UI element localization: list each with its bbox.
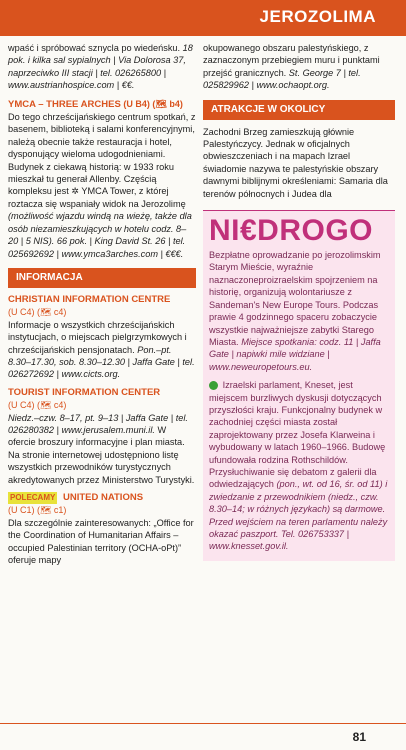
text-italic: Pon.–pt. 8.30–17.30, sob. 8.30–12.30 | Jaffa Gate | tel. 026272692 | www.cicts.org. [8, 344, 195, 380]
text-italic: (pon., wt. od 16, śr. od 11) i zwiedzanie z przewodnikiem (niedz., czw. 8.30–14; w różnych językach) są darmowe. Przed wejściem na teren parlamentu należy okazać paszport. Tel. 026753337 | www.knesset.gov.il. [209, 479, 388, 552]
entry-title-text: YMCA – THREE ARCHES [8, 98, 121, 110]
green-dot-icon [209, 381, 218, 390]
section-bar-info: INFORMACJA [8, 268, 196, 288]
page-number: 81 [352, 730, 366, 744]
entry-title-tic: TOURIST INFORMATION CENTER [8, 386, 161, 398]
text-italic: 18 pok. i kilka sal sypialnych | Via Dolorosa 37, naprzeciwko III stacji | tel. 026265800 | www.austrianhospice.com | €€. [8, 43, 193, 91]
entry-text-un: Dla szczególnie zainteresowanych: „Office for the Coordination of Humanitarian Affairs – occupied Palestinian territory (OCHA-oPt)” oferuje mapy [8, 517, 194, 566]
map-code: (U C1) (🗺 c1) [8, 505, 67, 516]
polecamy-badge: POLECAMY [8, 492, 57, 504]
text-italic: St. George 7 | tel. 025829962 | www.ochaopt.org. [203, 67, 361, 91]
left-column [8, 42, 196, 568]
paragraph [209, 379, 389, 553]
text: W ofercie broszury informacyjne i plan miasta. Na stronie internetowej udostępniono listę wszystkich przewodników turystycznych akredytowanych przez Ministerstwo Turystyki. [8, 424, 195, 485]
text-italic: Niedz.–czw. 8–17, pt. 9–13 | Jaffa Gate | tel. 026280382 | www.jerusalem.muni.il. [8, 412, 188, 435]
section-bar-attractions: ATRAKCJE W OKOLICY [203, 100, 395, 120]
text: Do tego chrześcijańskiego centrum spotkań, z basenem, biblioteką i salami konferencyjnymi, należą obecnie także restauracja i hotel, dysponujący wieloma udogodnieniami. Budynek z ciekawą historią: w 1933 roku mieszkał tu generał Allenby. Częścią kompleksu jest ✲ YMCA Tower, z której roztacza się wspaniały widok na Jerozolimę [8, 112, 196, 209]
text: Izraelski parlament, Kneset, jest miejscem burzliwych dyskusji dotyczących przyszłości kraju. Funkcjonalny budynek w zachodniej części miasta został zaprojektowany przez Josefa Klarweina i wybudowany w latach 1960–1966. Budowę ufundowała rodzina Rothschildów. Przysłuchiwanie się debatom z galerii dla odwiedzających [209, 380, 386, 490]
entry-title-cic: CHRISTIAN INFORMATION CENTRE [8, 293, 171, 305]
text-italic: Miejsce spotkania: codz. 11 | Jaffa Gate | napiwki mile widziane | www.neweuropetours.eu. [209, 336, 381, 372]
text: Bezpłatne oprowadzanie po jerozolimskim Starym Mieście, wyraźnie naznaczoneproizraelskim spojrzeniem na historię, organizują wolontariusze z Sandeman's New Europe Tours. Podczas prawie 4 godzinnego spaceru zobaczycie wszystkie najważniejsze zabytki Starego Miasta. [209, 250, 381, 347]
page-header [0, 0, 406, 36]
entry-title-ymca [8, 98, 196, 111]
text: okupowanego obszaru palestyńskiego, z zaznaczonym przebiegiem muru i punktami przejść granicznych. [203, 43, 380, 78]
text: wpaść i spróbować sznycla po wiedeńsku. [8, 43, 181, 53]
entry-title-text: UNITED NATIONS [62, 492, 144, 503]
map-code: (U B4) (🗺 b4) [123, 98, 183, 109]
page-title: JEROZOLIMA [259, 7, 376, 26]
map-code: (U C4) (🗺 c4) [8, 307, 67, 318]
text: Informacje o wszystkich chrześcijańskich instytucjach, o miejscach pielgrzymkowych i chrześcijańskich pensjonatach. [8, 319, 187, 355]
niedrogo-title: NI€DROGO [209, 214, 374, 248]
entry-title-un [8, 492, 196, 504]
entry-text-tic [8, 412, 196, 486]
paragraph: Zachodni Brzeg zamieszkują głównie Palestyńczycy. Jednak w oficjalnych obwieszczeniach i na mapach Izrael świadomie nazywa te palestyńskie obszary dawnymi biblijnymi określeniami: Samaria dla terenów północnych i Judea dla [203, 126, 388, 199]
entry-text-cic [8, 319, 196, 381]
paragraph [203, 42, 395, 92]
entry-text-ymca [8, 111, 196, 260]
footer-rule [0, 723, 406, 724]
paragraph [8, 42, 196, 92]
map-code: (U C4) (🗺 c4) [8, 400, 67, 411]
right-column [203, 42, 395, 561]
text-italic: (możliwość wjazdu windą na wieżę, także dla osób niezamieszkujących w hotelu codz. 8–20 | 5 NIS). 66 pok. | King David St. 26 | tel. 025692692 | www.ymca3arches.com | €€€. [8, 211, 192, 259]
paragraph [209, 249, 389, 373]
niedrogo-box [203, 210, 395, 561]
